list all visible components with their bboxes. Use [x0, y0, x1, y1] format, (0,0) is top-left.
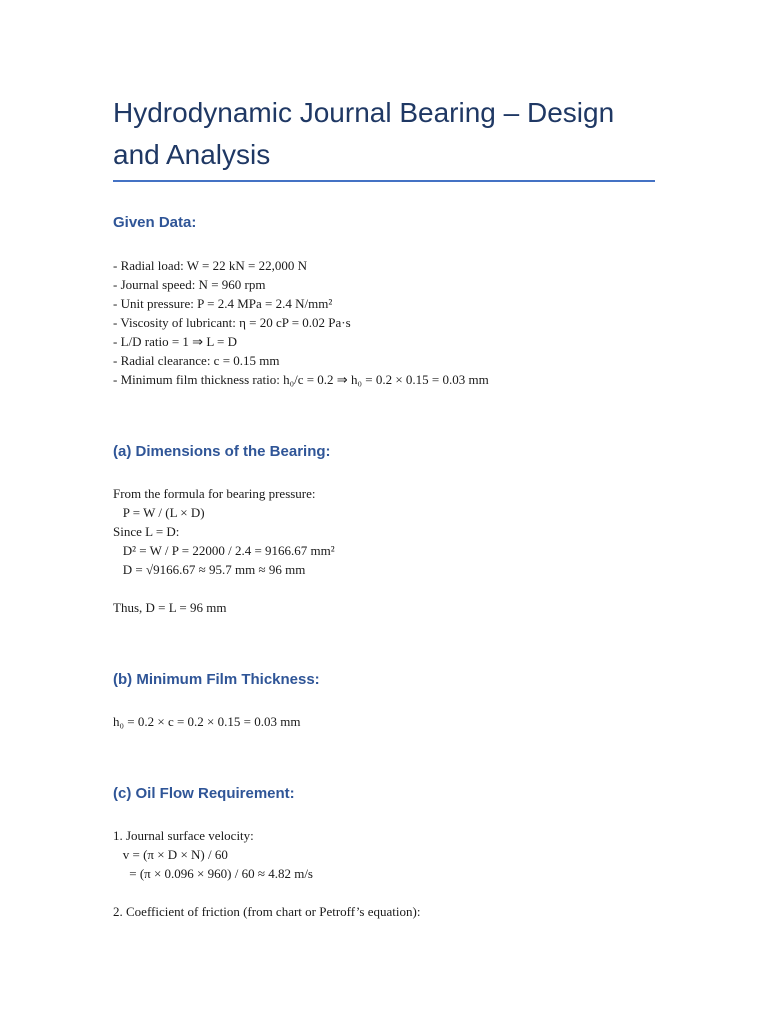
dimensions-line-pressure-formula: P = W / (L × D) [113, 505, 205, 520]
document-title: Hydrodynamic Journal Bearing – Design and Analysis [113, 97, 615, 170]
dimensions-line-d-value: D = √9166.67 ≈ 95.7 mm ≈ 96 mm [113, 562, 306, 577]
dimensions-line-intro: From the formula for bearing pressure: [113, 486, 316, 501]
dimensions-line-d-squared: D² = W / P = 22000 / 2.4 = 9166.67 mm² [113, 543, 335, 558]
film-thickness-line: h₀ = 0.2 × c = 0.2 × 0.15 = 0.03 mm [113, 714, 301, 729]
oil-flow-line-velocity-value: = (π × 0.096 × 960) / 60 ≈ 4.82 m/s [113, 866, 313, 881]
given-line-radial-clearance: - Radial clearance: c = 0.15 mm [113, 353, 280, 368]
section-heading-oil-flow: (c) Oil Flow Requirement: [113, 785, 295, 802]
given-line-viscosity: - Viscosity of lubricant: η = 20 cP = 0.02 Pa·s [113, 315, 351, 330]
given-line-film-thickness-ratio: - Minimum film thickness ratio: h₀/c = 0.2 ⇒ h₀ = 0.2 × 0.15 = 0.03 mm [113, 372, 489, 387]
title-underline [113, 180, 655, 182]
section-heading-given-data: Given Data: [113, 214, 197, 231]
oil-flow-line-velocity-formula: v = (π × D × N) / 60 [113, 847, 228, 862]
dimensions-line-result: Thus, D = L = 96 mm [113, 600, 227, 615]
given-line-unit-pressure: - Unit pressure: P = 2.4 MPa = 2.4 N/mm² [113, 296, 333, 311]
oil-flow-line-velocity-label: 1. Journal surface velocity: [113, 828, 254, 843]
section-heading-film-thickness: (b) Minimum Film Thickness: [113, 671, 320, 688]
oil-flow-line-friction: 2. Coefficient of friction (from chart or Petroff’s equation): [113, 904, 421, 919]
given-line-journal-speed: - Journal speed: N = 960 rpm [113, 277, 266, 292]
given-line-radial-load: - Radial load: W = 22 kN = 22,000 N [113, 258, 307, 273]
section-heading-dimensions: (a) Dimensions of the Bearing: [113, 443, 331, 460]
given-line-ld-ratio: - L/D ratio = 1 ⇒ L = D [113, 334, 237, 349]
dimensions-line-since: Since L = D: [113, 524, 180, 539]
